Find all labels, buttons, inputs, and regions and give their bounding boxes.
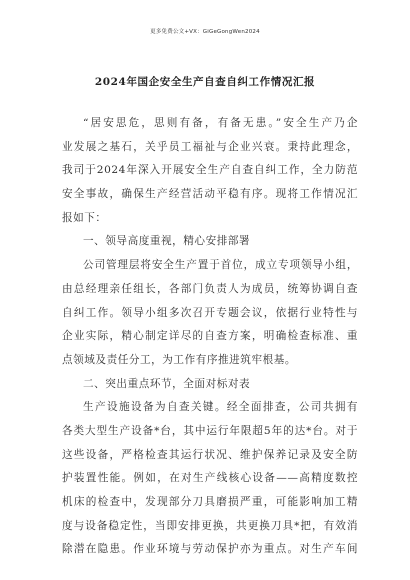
body-line: “居安思危，思则有备，有备无患。”安全生产乃企: [83, 117, 358, 129]
body-line: 生产设施设备为自查关键。经全面排查，公司共拥有: [83, 401, 358, 414]
body-line: 点领域及责任分工，为工作有序推进筑牢根基。: [62, 353, 297, 366]
body-line: 由总经理亲任组长，各部门负责人为成员，统筹协调自查: [62, 282, 358, 295]
body-line: 业发展之基石，关乎员工福祉与企业兴衰。秉持此理念，: [62, 140, 358, 153]
body-line: 机床的检查中，发现部分刀具磨损严重，可能影响加工精: [62, 496, 358, 508]
body-line: 二、突出重点环节，全面对标对表: [83, 377, 251, 390]
body-line: 这些设备，严格检查其运行状况、维护保养记录及安全防: [62, 448, 358, 461]
body-line: 护装置性能。例如，在对生产线核心设备——高精度数控: [62, 472, 358, 485]
document-body: [62, 112, 358, 562]
body-line: 除潜在隐患。作业环境与劳动保护亦为重点。对生产车间: [62, 543, 358, 556]
body-line: 各类大型生产设备*台，其中运行年限超5年的达*台。对于: [62, 424, 358, 437]
body-line: 一、领导高度重视，精心安排部署: [83, 235, 251, 248]
document-title: 2024年国企安全生产自查自纠工作情况汇报: [94, 76, 316, 88]
body-line: 报如下：: [62, 211, 107, 224]
body-line: 度与设备稳定性，当即安排更换，共更换刀具*把，有效消: [62, 519, 358, 532]
body-line: 安全事故，确保生产经营活动平稳有序。现将工作情况汇: [62, 188, 358, 201]
body-line: 自纠工作。领导小组多次召开专题会议，依据行业特性与: [62, 306, 358, 319]
body-line: 公司管理层将安全生产置于首位，成立专项领导小组，: [83, 259, 358, 272]
body-line: 我司于2024年深入开展安全生产自查自纠工作，全力防范: [62, 164, 358, 177]
body-line: 企业实际，精心制定详尽的自查方案，明确检查标准、重: [62, 330, 358, 343]
page-header-note: 更多免费公文+VX：GiGeGongWen2024: [150, 29, 260, 35]
